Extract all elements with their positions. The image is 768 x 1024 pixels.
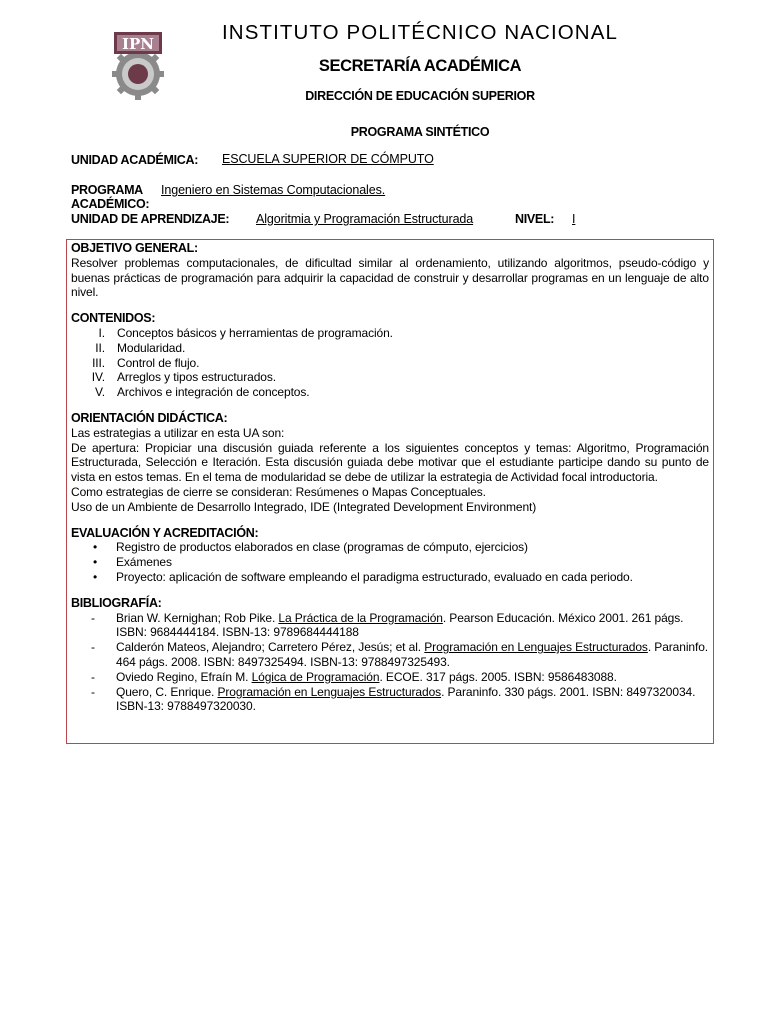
direction-title: DIRECCIÓN DE EDUCACIÓN SUPERIOR [305,89,535,103]
evaluacion-list [71,540,709,584]
list-item: - Calderón Mateos, Alejandro; Carretero Pérez, Jesús; et al. Programación en Lenguajes Estructurados. Paraninfo. 464 págs. 2008. ISBN: 8497325494. ISBN-13: 9788497325493. [91,640,709,669]
list-item: II. Modularidad. [95,340,186,355]
unidad-academica-label: UNIDAD ACADÉMICA: [71,153,199,167]
orientacion-heading: ORIENTACIÓN DIDÁCTICA: [71,410,228,425]
list-item: V. Archivos e integración de conceptos. [94,385,310,400]
book-title: Programación en Lenguajes Estructurados [424,640,648,655]
list-item: - Quero, C. Enrique. Programación en Lenguajes Estructurados. Paraninfo. 330 págs. 2001. ISBN: 8497320034. ISBN-13: 9788497320030. [91,684,696,714]
book-title: Lógica de Programación [251,669,380,684]
secretariat-title: SECRETARÍA ACADÉMICA [318,57,522,75]
list-item: - Brian W. Kernighan; Rob Pike. La Práctica de la Programación. Pearson Educación. México 2001. 261 págs. ISBN: 9684444184. ISBN-13: 9789684444188 [91,610,684,640]
contenidos-list [71,326,709,400]
unidad-aprendizaje-value: Algoritmia y Programación Estructurada [256,212,474,226]
bibliografia-heading: BIBLIOGRAFÍA: [71,595,162,610]
list-item: • Proyecto: aplicación de software empleando el paradigma estructurado, evaluado en cada periodo. [93,569,633,584]
orientacion-apertura: De apertura: Propiciar una discusión guiada referente a los siguientes conceptos y temas: Algoritmo, Programación Estructurada, Selección e Iteración. Esta discusión guiada debe motivar que el estudiante participe dando su punto de vista en estos temas. En el tema de modularidad se debe de utilizar la estrategia de Actividad focal introductoria. [71,440,709,485]
bullet-icon: • [93,569,98,584]
programa-value: Ingeniero en Sistemas Computacionales. [161,183,386,197]
unidad-academica-value: ESCUELA SUPERIOR DE CÓMPUTO [222,152,434,166]
list-item: IV. Arreglos y tipos estructurados. [91,370,276,385]
evaluacion-heading: EVALUACIÓN Y ACREDITACIÓN: [71,525,259,540]
program-title: PROGRAMA SINTÉTICO [350,125,490,139]
list-item: - Oviedo Regino, Efraín M. Lógica de Programación. ECOE. 317 págs. 2005. ISBN: 9586483088. [91,669,617,684]
book-title: La Práctica de la Programación [278,610,443,625]
orientacion-ide: Uso de un Ambiente de Desarrollo Integrado, IDE (Integrated Development Environment) [71,499,537,514]
orientacion-intro: Las estrategias a utilizar en esta UA son: [71,425,285,440]
content-box [66,239,714,744]
programa-label: PROGRAMA [71,183,143,197]
nivel-label: NIVEL: [515,212,555,226]
contenidos-heading: CONTENIDOS: [71,311,156,326]
nivel-value: I [572,212,576,226]
bibliografia-list [71,611,709,715]
list-item: I. Conceptos básicos y herramientas de programación. [98,325,393,340]
bullet-icon: • [93,555,98,570]
objetivo-heading: OBJETIVO GENERAL: [71,241,198,255]
logo-text: IPN [121,35,155,53]
academico-label: ACADÉMICO: [71,197,150,211]
list-item: III. Control de flujo. [92,355,200,370]
objetivo-text: Resolver problemas computacionales, de dificultad similar al ordenamiento, utilizando algoritmos, pseudo-código y buenas prácticas de programación para adquirir la capacidad de construir y desarrollar programas en un lenguaje de alto nivel. [71,255,709,300]
orientacion-cierre: Como estrategias de cierre se consideran: Resúmenes o Mapas Conceptuales. [71,484,486,499]
bullet-icon: • [93,540,98,555]
institution-title: INSTITUTO POLITÉCNICO NACIONAL [222,21,618,44]
unidad-aprendizaje-label: UNIDAD DE APRENDIZAJE: [71,212,230,226]
list-item: • Exámenes [93,555,172,570]
list-item: • Registro de productos elaborados en clase (programas de cómputo, ejercicios) [93,540,528,555]
book-title: Programación en Lenguajes Estructurados [217,684,442,699]
